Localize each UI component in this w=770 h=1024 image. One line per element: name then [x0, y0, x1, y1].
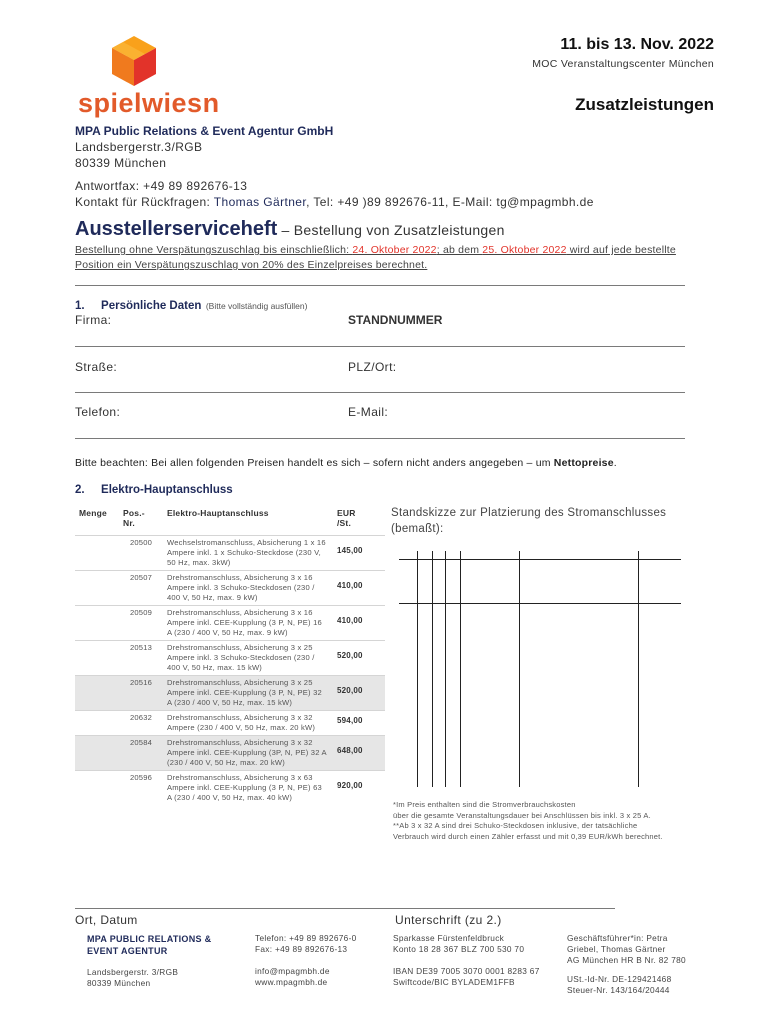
pos-number: 20507 — [119, 570, 163, 605]
deadline-note — [75, 244, 676, 256]
pos-number: 20513 — [119, 640, 163, 675]
signature-line[interactable] — [75, 908, 615, 909]
title-main: Ausstellerserviceheft — [75, 218, 278, 240]
col-menge: Menge — [79, 508, 107, 518]
item-description: Drehstromanschluss, Absicherung 3 x 32 Ampere inkl. CEE-Kupplung (3P, N, PE) 32 A (230 / 400 V, 50 Hz, max. 20 kW) — [163, 735, 333, 770]
contact-prefix: Kontakt für Rückfragen: — [75, 195, 214, 209]
net-price-notice — [75, 457, 617, 469]
fax-line: Antwortfax: +49 89 892676-13 — [75, 179, 248, 193]
item-description: Drehstromanschluss, Absicherung 3 x 16 Ampere inkl. CEE-Kupplung (3 P, N, PE) 16 A (230 / 400 V, 50 Hz, max. 9 kW) — [163, 605, 333, 640]
item-price: 594,00 — [333, 710, 385, 735]
quantity-input[interactable] — [75, 770, 119, 805]
section2-number: 2. — [75, 484, 85, 496]
item-description: Drehstromanschluss, Absicherung 3 x 16 Ampere inkl. 3 Schuko-Steckdosen (230 / 400 V, 50 Hz, max. 9 kW) — [163, 570, 333, 605]
logo-icon — [108, 34, 160, 94]
sketch-v-line — [432, 551, 433, 787]
footnote-1: *Im Preis enthalten sind die Stromverbrauchskosten — [393, 800, 576, 809]
agency-city: 80339 München — [75, 156, 167, 170]
section1-title: Persönliche Daten — [101, 300, 202, 312]
pos-number: 20596 — [119, 770, 163, 805]
col-pos: Pos.- Nr. — [123, 508, 145, 528]
footer-legal: Geschäftsführer*in: Petra Griebel, Thomas Gärtner AG München HR B Nr. 82 780 USt.-Id-Nr. DE-129421468 Steuer-Nr. 143/164/20444 — [567, 933, 686, 995]
contact-rest: , Tel: +49 )89 892676-11, E-Mail: tg@mpagmbh.de — [306, 195, 594, 209]
notice-end: . — [613, 457, 617, 469]
footnote-3: **Ab 3 x 32 A sind drei Schuko-Steckdosen inklusive, der tatsächliche — [393, 821, 638, 830]
footer-bank: Sparkasse Fürstenfeldbruck Konto 18 28 367 BLZ 700 530 70 IBAN DE39 7005 3070 0001 8283 67 Swiftcode/BIC BYLADEM1FFB — [393, 933, 540, 987]
item-price: 145,00 — [333, 535, 385, 570]
agency-street: Landsbergerstr.3/RGB — [75, 140, 203, 154]
pos-number: 20632 — [119, 710, 163, 735]
col-item: Elektro-Hauptanschluss — [167, 508, 269, 518]
item-price: 520,00 — [333, 675, 385, 710]
deadline-note-line2: Position ein Verspätungszuschlag von 20% des Einzelpreises berechnet. — [75, 259, 428, 271]
notice-text: Bitte beachten: Bei allen folgenden Preisen handelt es sich – sofern nicht anders angegeben – um — [75, 457, 554, 469]
table-row — [75, 710, 385, 735]
title-sub: – Bestellung von Zusatzleistungen — [277, 222, 505, 238]
quantity-input[interactable] — [75, 735, 119, 770]
sketch-v-line — [445, 551, 446, 787]
deadline-text-c: wird auf jede bestellte — [566, 244, 676, 256]
quantity-input[interactable] — [75, 570, 119, 605]
event-dates: 11. bis 13. Nov. 2022 — [560, 36, 714, 53]
item-price: 410,00 — [333, 570, 385, 605]
contact-person: Thomas Gärtner — [213, 195, 307, 209]
section2-heading — [75, 480, 233, 498]
footnote-2: über die gesamte Veranstaltungsdauer bei Anschlüssen bis inkl. 3 x 25 A. — [393, 810, 651, 820]
contact-line — [75, 195, 594, 209]
item-description: Drehstromanschluss, Absicherung 3 x 32 Ampere (230 / 400 V, 50 Hz, max. 20 kW) — [163, 710, 333, 735]
pos-number: 20500 — [119, 535, 163, 570]
quantity-input[interactable] — [75, 710, 119, 735]
item-description: Drehstromanschluss, Absicherung 3 x 63 Ampere inkl. CEE-Kupplung (3 P, N, PE) 63 A (230 / 400 V, 50 Hz, max. 40 kW) — [163, 770, 333, 805]
item-description: Drehstromanschluss, Absicherung 3 x 25 Ampere inkl. CEE-Kupplung (3 P, N, PE) 32 A (230 / 400 V, 50 Hz, max. 15 kW) — [163, 675, 333, 710]
pos-number: 20584 — [119, 735, 163, 770]
item-price: 920,00 — [333, 770, 385, 805]
quantity-input[interactable] — [75, 605, 119, 640]
ort-datum-label: Ort, Datum — [75, 913, 138, 927]
deadline-date-2: 25. Oktober 2022 — [482, 244, 567, 256]
agency-name: MPA Public Relations & Event Agentur GmbH — [75, 124, 334, 138]
table-row — [75, 770, 385, 805]
quantity-input[interactable] — [75, 640, 119, 675]
quantity-input[interactable] — [75, 675, 119, 710]
section2-title: Elektro-Hauptanschluss — [101, 484, 233, 496]
contact-input-line[interactable] — [75, 438, 685, 439]
brand-logo-text: spielwiesn — [78, 88, 220, 118]
footnote-4: Verbrauch wird durch einen Zähler erfasst und mit 0,39 EUR/kWh berechnet. — [393, 831, 663, 841]
deadline-text-a: Bestellung ohne Verspätungszuschlag bis einschließlich: — [75, 244, 353, 256]
table-row — [75, 640, 385, 675]
notice-emph: Nettopreise — [553, 457, 614, 469]
address-input-line[interactable] — [75, 392, 685, 393]
unterschrift-label: Unterschrift (zu 2.) — [395, 913, 502, 927]
sketch-v-line — [519, 551, 520, 787]
section1-hint: (Bitte vollständig ausfüllen) — [205, 301, 308, 311]
page-title — [75, 218, 505, 241]
item-description: Wechselstromanschluss, Absicherung 1 x 16 Ampere inkl. 1 x Schuko-Steckdose (230 V, 50 Hz, max. 3kW) — [163, 535, 333, 570]
footer-company: MPA PUBLIC RELATIONS & EVENT AGENTUR Landsbergerstr. 3/RGB 80339 München — [87, 934, 212, 988]
sketch-v-line — [638, 551, 639, 787]
plz-label: PLZ/Ort: — [348, 360, 397, 374]
footnotes — [393, 800, 663, 842]
quantity-input[interactable] — [75, 535, 119, 570]
section1-heading — [75, 296, 307, 314]
item-price: 520,00 — [333, 640, 385, 675]
table-row — [75, 570, 385, 605]
firma-input-line[interactable] — [75, 346, 685, 347]
doc-type-title: Zusatzleistungen — [575, 95, 714, 114]
table-row — [75, 675, 385, 710]
firma-label: Firma: — [75, 313, 112, 327]
item-price: 648,00 — [333, 735, 385, 770]
table-row — [75, 535, 385, 570]
table-header-row — [75, 505, 385, 535]
strasse-label: Straße: — [75, 360, 118, 374]
telefon-label: Telefon: — [75, 405, 121, 419]
event-venue: MOC Veranstaltungscenter München — [532, 58, 714, 70]
sketch-v-line — [417, 551, 418, 787]
pos-number: 20516 — [119, 675, 163, 710]
sketch-title: Standskizze zur Platzierung des Stromanschlusses (bemaßt): — [391, 507, 667, 535]
deadline-text-b: ; ab dem — [436, 244, 483, 256]
deadline-date-1: 24. Oktober 2022 — [352, 244, 437, 256]
sketch-v-line — [460, 551, 461, 787]
price-table — [75, 505, 385, 805]
standnummer-label: STANDNUMMER — [348, 313, 443, 327]
col-eur: EUR /St. — [337, 508, 356, 528]
table-row — [75, 605, 385, 640]
table-row — [75, 735, 385, 770]
item-description: Drehstromanschluss, Absicherung 3 x 25 Ampere inkl. 3 Schuko-Steckdosen (230 / 400 V, 50 Hz, max. 15 kW) — [163, 640, 333, 675]
section1-number: 1. — [75, 300, 85, 312]
item-price: 410,00 — [333, 605, 385, 640]
divider — [75, 285, 685, 286]
footer-contact: Telefon: +49 89 892676-0 Fax: +49 89 892676-13 info@mpagmbh.de www.mpagmbh.de — [255, 933, 357, 987]
pos-number: 20509 — [119, 605, 163, 640]
email-label: E-Mail: — [348, 405, 389, 419]
